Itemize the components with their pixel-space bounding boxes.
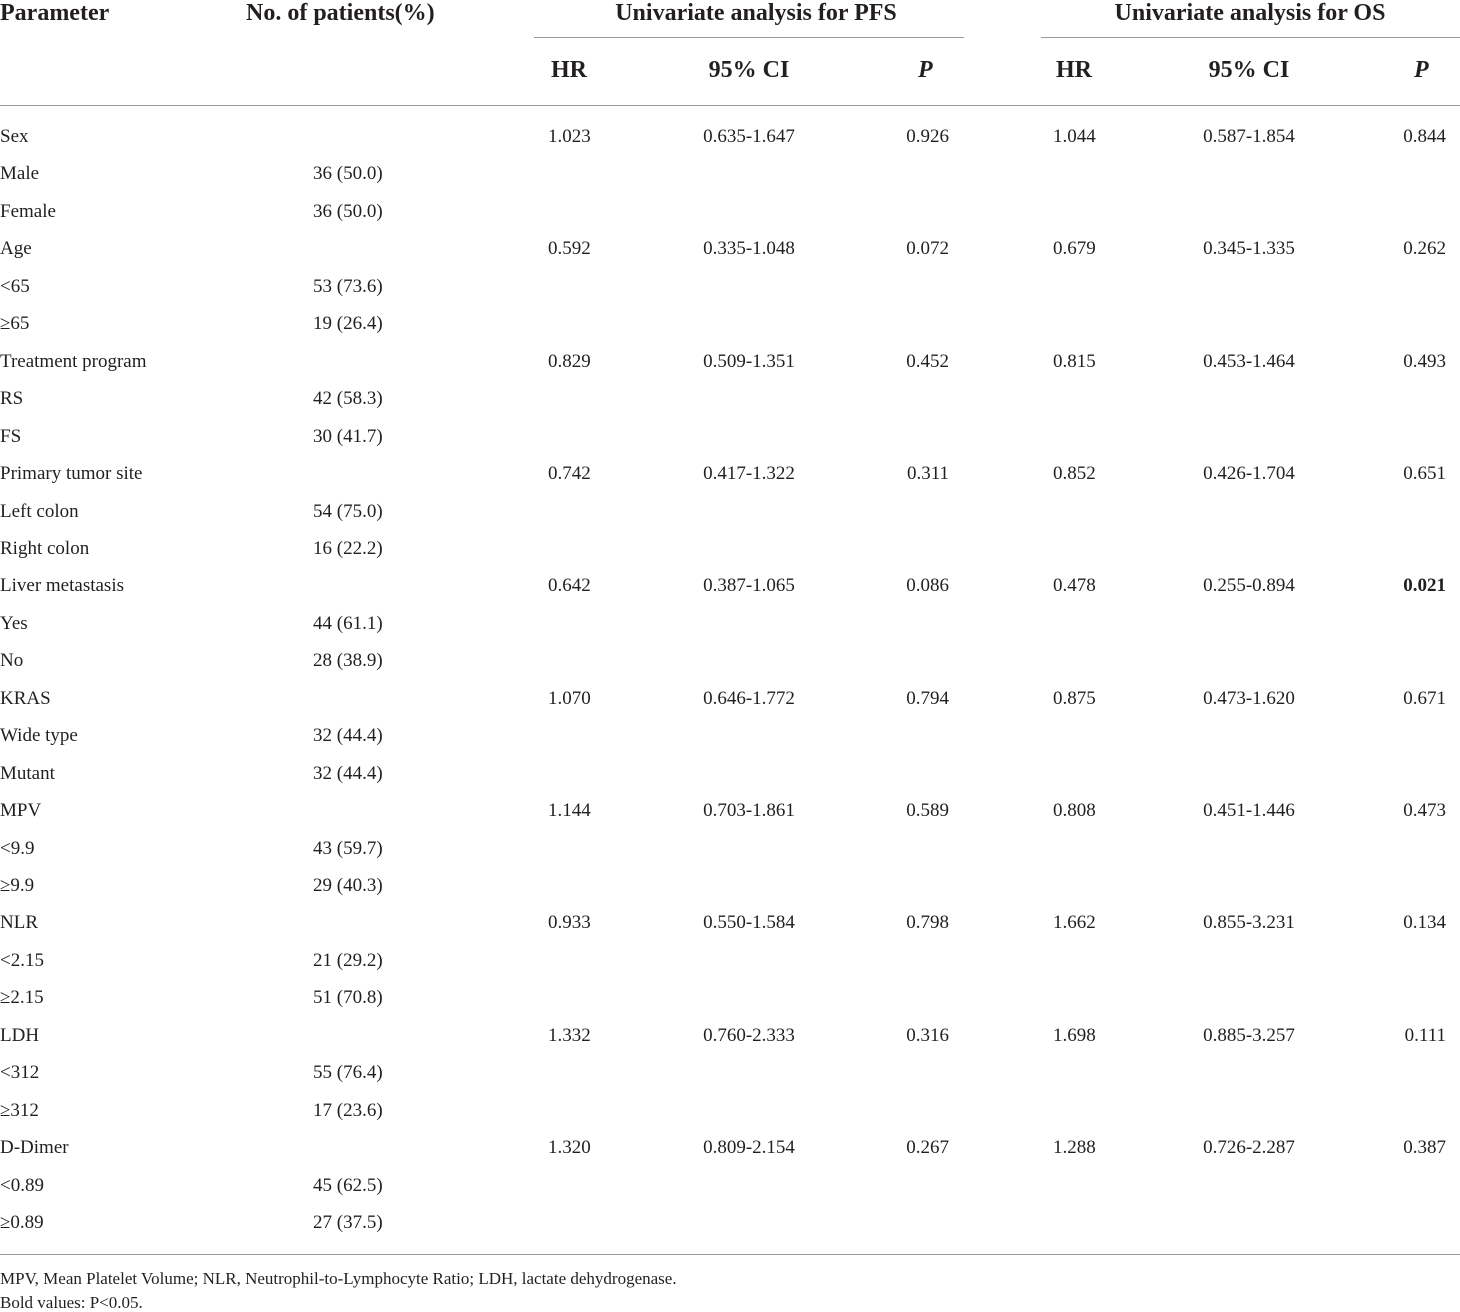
cell-parameter: <2.15 — [0, 950, 44, 971]
cell-os-hr: 0.875 — [1053, 688, 1096, 709]
cell-pfs-hr: 1.070 — [548, 688, 591, 709]
cell-parameter: No — [0, 650, 24, 671]
cell-patients: 55 (76.4) — [313, 1062, 383, 1083]
cell-parameter: Wide type — [0, 725, 78, 746]
cell-patients: 53 (73.6) — [313, 276, 383, 297]
cell-parameter: ≥9.9 — [0, 875, 35, 896]
cell-pfs-ci: 0.417-1.322 — [703, 463, 795, 484]
cell-pfs-ci: 0.335-1.048 — [703, 238, 795, 259]
header-os-p: P — [1414, 57, 1429, 83]
cell-parameter: Age — [0, 238, 32, 259]
cell-parameter: FS — [0, 426, 22, 447]
cell-os-p: 0.387 — [1403, 1137, 1446, 1158]
cell-pfs-ci: 0.809-2.154 — [703, 1137, 795, 1158]
cell-pfs-ci: 0.387-1.065 — [703, 575, 795, 596]
cell-os-hr: 1.044 — [1053, 126, 1096, 147]
cell-patients: 27 (37.5) — [313, 1212, 383, 1233]
pfs-group-rule — [534, 37, 964, 38]
cell-os-ci: 0.855-3.231 — [1203, 912, 1295, 933]
cell-os-hr: 1.288 — [1053, 1137, 1096, 1158]
cell-os-ci: 0.453-1.464 — [1203, 351, 1295, 372]
cell-parameter: ≥312 — [0, 1100, 39, 1121]
cell-os-p: 0.844 — [1403, 126, 1446, 147]
cell-parameter: D-Dimer — [0, 1137, 69, 1158]
cell-parameter: LDH — [0, 1025, 40, 1046]
cell-pfs-p: 0.798 — [906, 912, 949, 933]
header-os-group: Univariate analysis for OS — [1114, 0, 1386, 26]
cell-os-p: 0.473 — [1403, 800, 1446, 821]
cell-os-hr: 0.852 — [1053, 463, 1096, 484]
cell-pfs-ci: 0.760-2.333 — [703, 1025, 795, 1046]
cell-os-ci: 0.345-1.335 — [1203, 238, 1295, 259]
cell-os-hr: 0.815 — [1053, 351, 1096, 372]
cell-pfs-p: 0.794 — [906, 688, 949, 709]
cell-patients: 16 (22.2) — [313, 538, 383, 559]
cell-patients: 42 (58.3) — [313, 388, 383, 409]
cell-parameter: Yes — [0, 613, 28, 634]
cell-parameter: Liver metastasis — [0, 575, 124, 596]
cell-os-p: 0.493 — [1403, 351, 1446, 372]
cell-patients: 17 (23.6) — [313, 1100, 383, 1121]
cell-os-ci: 0.426-1.704 — [1203, 463, 1295, 484]
cell-parameter: ≥65 — [0, 313, 30, 334]
cell-patients: 44 (61.1) — [313, 613, 383, 634]
cell-parameter: Mutant — [0, 763, 55, 784]
cell-pfs-hr: 0.742 — [548, 463, 591, 484]
cell-patients: 54 (75.0) — [313, 501, 383, 522]
cell-patients: 36 (50.0) — [313, 163, 383, 184]
cell-os-hr: 0.478 — [1053, 575, 1096, 596]
cell-os-hr: 0.808 — [1053, 800, 1096, 821]
cell-os-p: 0.651 — [1403, 463, 1446, 484]
cell-pfs-ci: 0.635-1.647 — [703, 126, 795, 147]
cell-os-hr: 1.662 — [1053, 912, 1096, 933]
cell-pfs-hr: 1.023 — [548, 126, 591, 147]
cell-os-p: 0.671 — [1403, 688, 1446, 709]
cell-os-hr: 0.679 — [1053, 238, 1096, 259]
cell-parameter: <65 — [0, 276, 30, 297]
cell-os-ci: 0.587-1.854 — [1203, 126, 1295, 147]
cell-parameter: ≥2.15 — [0, 987, 44, 1008]
cell-parameter: Treatment program — [0, 351, 147, 372]
footnote-abbreviations: MPV, Mean Platelet Volume; NLR, Neutrophil-to-Lymphocyte Ratio; LDH, lactate dehydrogenase. — [0, 1269, 677, 1288]
cell-patients: 43 (59.7) — [313, 838, 383, 859]
cell-parameter: MPV — [0, 800, 42, 821]
cell-os-ci: 0.726-2.287 — [1203, 1137, 1295, 1158]
cell-patients: 51 (70.8) — [313, 987, 383, 1008]
cell-patients: 30 (41.7) — [313, 426, 383, 447]
cell-patients: 45 (62.5) — [313, 1175, 383, 1196]
cell-parameter: Left colon — [0, 501, 79, 522]
cell-os-hr: 1.698 — [1053, 1025, 1096, 1046]
header-patients: No. of patients(%) — [246, 0, 435, 26]
cell-pfs-p: 0.316 — [906, 1025, 949, 1046]
header-pfs-group: Univariate analysis for PFS — [615, 0, 897, 26]
cell-os-p: 0.134 — [1403, 912, 1446, 933]
cell-patients: 36 (50.0) — [313, 201, 383, 222]
cell-pfs-p: 0.926 — [906, 126, 949, 147]
cell-pfs-hr: 0.933 — [548, 912, 591, 933]
cell-parameter: NLR — [0, 912, 38, 933]
cell-patients: 32 (44.4) — [313, 763, 383, 784]
cell-os-p: 0.262 — [1403, 238, 1446, 259]
cell-os-ci: 0.255-0.894 — [1203, 575, 1295, 596]
cell-pfs-hr: 1.332 — [548, 1025, 591, 1046]
cell-patients: 21 (29.2) — [313, 950, 383, 971]
cell-parameter: <9.9 — [0, 838, 35, 859]
cell-pfs-p: 0.311 — [906, 463, 949, 484]
cell-parameter: Sex — [0, 126, 29, 147]
cell-parameter: <312 — [0, 1062, 40, 1083]
cell-pfs-ci: 0.646-1.772 — [703, 688, 795, 709]
cell-patients: 19 (26.4) — [313, 313, 383, 334]
cell-pfs-p: 0.452 — [906, 351, 949, 372]
cell-parameter: Male — [0, 163, 40, 184]
cell-parameter: Right colon — [0, 538, 90, 559]
cell-parameter: ≥0.89 — [0, 1212, 44, 1233]
cell-pfs-p: 0.072 — [906, 238, 949, 259]
cell-parameter: KRAS — [0, 688, 51, 709]
cell-patients: 32 (44.4) — [313, 725, 383, 746]
header-pfs-p: P — [918, 57, 933, 83]
cell-parameter: RS — [0, 388, 24, 409]
cell-pfs-hr: 0.829 — [548, 351, 591, 372]
cell-patients: 28 (38.9) — [313, 650, 383, 671]
cell-os-ci: 0.451-1.446 — [1203, 800, 1295, 821]
os-group-rule — [1041, 37, 1460, 38]
cell-os-ci: 0.473-1.620 — [1203, 688, 1295, 709]
cell-pfs-ci: 0.703-1.861 — [703, 800, 795, 821]
footnote-bold-note: Bold values: P<0.05. — [0, 1293, 143, 1312]
header-pfs-ci: 95% CI — [708, 57, 790, 83]
header-parameter: Parameter — [0, 0, 110, 26]
header-os-hr: HR — [1056, 57, 1092, 83]
cell-parameter: <0.89 — [0, 1175, 44, 1196]
header-pfs-hr: HR — [551, 57, 587, 83]
cell-pfs-hr: 1.320 — [548, 1137, 591, 1158]
cell-patients: 29 (40.3) — [313, 875, 383, 896]
cell-pfs-ci: 0.550-1.584 — [703, 912, 795, 933]
cell-os-p: 0.111 — [1404, 1025, 1446, 1046]
cell-pfs-p: 0.589 — [906, 800, 949, 821]
cell-pfs-ci: 0.509-1.351 — [703, 351, 795, 372]
cell-pfs-hr: 1.144 — [548, 800, 591, 821]
cell-pfs-p: 0.267 — [906, 1137, 949, 1158]
cell-os-p: 0.021 — [1403, 575, 1446, 596]
cell-pfs-hr: 0.592 — [548, 238, 591, 259]
cell-parameter: Primary tumor site — [0, 463, 143, 484]
cell-parameter: Female — [0, 201, 56, 222]
cell-pfs-hr: 0.642 — [548, 575, 591, 596]
cell-os-ci: 0.885-3.257 — [1203, 1025, 1295, 1046]
header-os-ci: 95% CI — [1208, 57, 1290, 83]
header-bottom-rule — [0, 105, 1460, 106]
cell-pfs-p: 0.086 — [906, 575, 949, 596]
table-bottom-rule — [0, 1254, 1460, 1255]
